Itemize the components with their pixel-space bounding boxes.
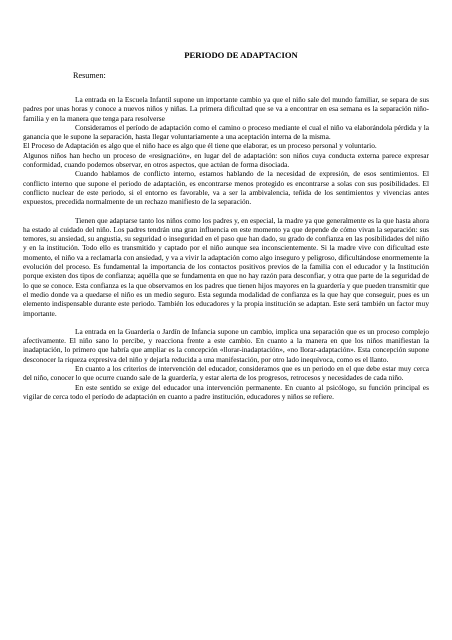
paragraph-7: La entrada en la Guardería o Jardín de Infancia supone un cambio, implica una separación que es un proceso complejo afectivamente. El niño sano lo percibe, y reacciona frente a este cambio. En cuanto a la manera en que los niños manifiestan la inadaptación, lo primero que habría que ampliar es la concepción «llorar-inadaptación», «no llorar-adaptación». Esta concepción supone desconocer la riqueza expresiva del niño y dejarla reducida a una manifestación, por otro lado inequívoca, como es el llanto. (23, 326, 429, 364)
paragraph-9: En este sentido se exige del educador una intervención permanente. En cuanto al psicólogo, su función principal es vigilar de cerca todo el período de adaptación en cuanto a padre institución, educadores y niños se refiere. (23, 382, 429, 401)
paragraph-5: Cuando hablamos de conflicto interno, estamos hablando de la necesidad de expresión, de esos sentimientos. El conflicto interno que supone el periodo de adaptación, es encontrarse menos protegido es encontrarse a solas con sus posibilidades. El conflicto nuclear de este periodo, si el entorno es favorable, va a ser la ambivalencia, teñida de los sentimientos y vivencias antes expuestos, precedida normalmente de un rechazo manifiesto de la separación. (23, 169, 429, 207)
document-title: PERIODO DE ADAPTACION (184, 50, 298, 60)
paragraph-8: En cuanto a los criterios de intervención del educador, consideramos que es un periodo en el que debe estar muy cerca del niño, conocer lo que ocurre cuando sale de la guardería, y estar alerta de los progresos, retrocesos y necesidades de cada niño. (23, 364, 429, 383)
paragraph-3: El Proceso de Adaptación es algo que el niño hace es algo que él tiene que elaborar, es un proceso personal y voluntario. (23, 141, 377, 151)
paragraph-1: La entrada en la Escuela Infantil supone un importante cambio ya que el niño sale del mundo familiar, se separa de sus padres por unas horas y conoce a nuevos niños y niñas. La primera dificultad que se va a encontrar en esa semana es la separación niño-familia y en la manera que tenga para resolverse (23, 95, 429, 123)
paragraph-2: Consideramos el período de adaptación como el camino o proceso mediante el cual el niño va elaborándola pérdida y la ganancia que le supone la separación, hasta llegar voluntariamente a una aceptación interna de la misma. (23, 122, 429, 142)
paragraph-4: Algunos niños han hecho un proceso de «resignación», en lugar del de adaptación: son niños cuya conducta externa parece expresar conformidad, cuando podemos observar, en otros aspectos, que actúan de forma disociada. (23, 150, 429, 170)
summary-label: Resumen: (73, 71, 106, 80)
document-body (23, 95, 429, 401)
paragraph-6: Tienen que adaptarse tanto los niños como los padres y, en especial, la madre ya que generalmente es la que hasta ahora ha estado al cuidado del niño. Los padres tendrán una gran influencia en este momento ya que depende de cómo vivan la separación: sus temores, su ansiedad, su angustia, su seguridad o inseguridad en el paso que han dado, su grado de confianza en las posibilidades del niño y en la institución. Todo ello es transmitido y captado por el niño aunque sea inconscientemente. Si la madre vive con dificultad este momento, el niño va a reclamarla con ansiedad, y va a vivir la adaptación como algo inseguro y peligroso, dificultándose enormemente la evolución del proceso. Es fundamental la importancia de los contactos positivos previos de la familia con el educador y la Institución porque existen dos tipos de confianza; aquélla que se fundamenta en que no hay razón para desconfiar, y otra que parte de la seguridad de lo que se conoce. Esta confianza es la que observamos en los padres que tienen hijos mayores en la guardería y que pueden transmitir que el medio donde va a quedarse el niño es un medio seguro. Esta segunda modalidad de confianza es la que hay que conseguir, pues es un elemento indispensable durante este periodo. También los educadores y la propia institución se adaptan. Este será también un factor muy importante. (23, 215, 429, 318)
